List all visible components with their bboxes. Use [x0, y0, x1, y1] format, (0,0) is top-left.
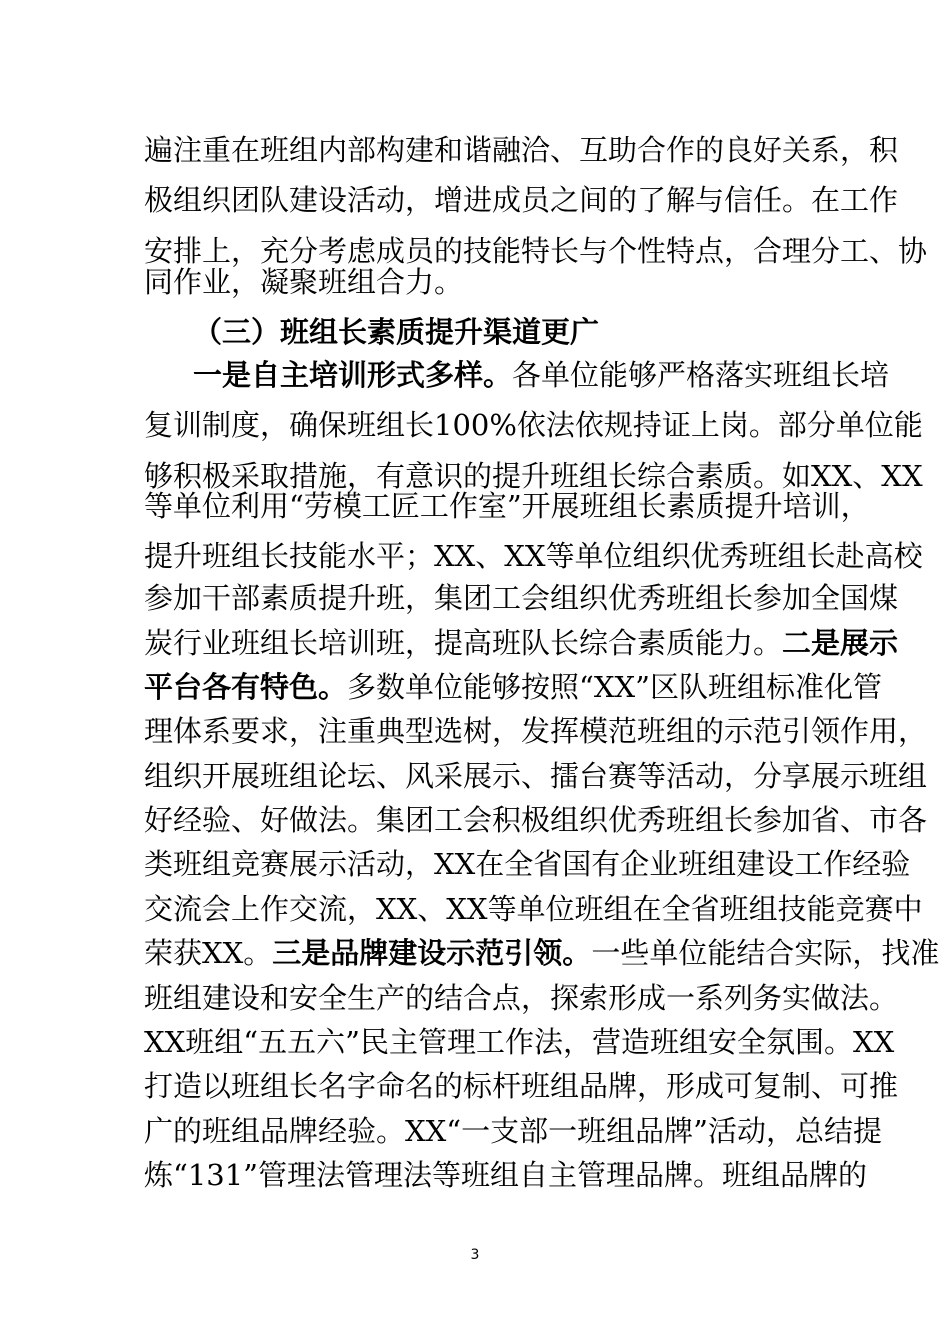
- paragraph-line: 好经验、好做法。集团工会积极组织优秀班组长参加省、市各: [144, 803, 928, 837]
- paragraph-line: [193, 355, 890, 395]
- paragraph-line: 够积极采取措施，有意识的提升班组长综合素质。如XX、XX: [144, 459, 923, 493]
- text-run: 各单位能够严格落实班组长培: [512, 358, 890, 392]
- paragraph-line: 打造以班组长名字命名的标杆班组品牌，形成可复制、可推: [144, 1069, 899, 1103]
- paragraph-line: 极组织团队建设活动，增进成员之间的了解与信任。在工作: [144, 183, 899, 217]
- paragraph-line: 交流会上作交流，XX、XX等单位班组在全省班组技能竞赛中: [144, 892, 923, 926]
- section-heading: （三）班组长素质提升渠道更广: [193, 315, 600, 349]
- paragraph-line: 理体系要求，注重典型选树，发挥模范班组的示范引领作用，: [144, 714, 928, 748]
- paragraph-line: 同作业，凝聚班组合力。: [144, 265, 464, 299]
- bold-lead-phrase: 二是展示: [782, 626, 899, 660]
- paragraph-line: 班组建设和安全生产的结合点，探索形成一系列务实做法。: [144, 981, 899, 1015]
- paragraph-line: 等单位利用“劳模工匠工作室”开展班组长素质提升培训，: [144, 489, 870, 523]
- paragraph-line: 组织开展班组论坛、风采展示、擂台赛等活动，分享展示班组: [144, 759, 928, 793]
- paragraph-line: 类班组竞赛展示活动，XX在全省国有企业班组建设工作经验: [144, 847, 911, 881]
- bold-lead-phrase: 平台各有特色。: [144, 670, 348, 704]
- paragraph-line: 提升班组长技能水平；XX、XX等单位组织优秀班组长赴高校: [144, 539, 923, 573]
- page-number: 3: [470, 1247, 480, 1263]
- paragraph-line: 参加干部素质提升班，集团工会组织优秀班组长参加全国煤: [144, 581, 899, 615]
- paragraph-line: XX班组“五五六”民主管理工作法，营造班组安全氛围。XX: [144, 1025, 895, 1059]
- text-run: 炭行业班组长培训班，提高班队长综合素质能力。: [144, 626, 783, 660]
- paragraph-line: 复训制度，确保班组长100%依法依规持证上岗。部分单位能: [144, 408, 923, 442]
- paragraph-line: 炼“131”管理法管理法等班组自主管理品牌。班组品牌的: [144, 1158, 868, 1192]
- paragraph-line: 安排上，充分考虑成员的技能特长与个性特点，合理分工、协: [144, 234, 928, 268]
- paragraph-line: 遍注重在班组内部构建和谐融洽、互助合作的良好关系，积: [144, 133, 899, 167]
- bold-lead-phrase: 一是自主培训形式多样。: [193, 358, 513, 392]
- paragraph-line: 广的班组品牌经验。XX“一支部一班组品牌”活动，总结提: [144, 1114, 882, 1148]
- text-run: 一些单位能结合实际，找准: [591, 936, 940, 970]
- paragraph-line: [144, 667, 882, 707]
- paragraph-line: [144, 933, 940, 973]
- text-run: 多数单位能够按照“XX”区队班组标准化管: [347, 670, 882, 704]
- text-run: 荣获XX。: [144, 936, 273, 970]
- paragraph-line: [144, 623, 899, 663]
- bold-lead-phrase: 三是品牌建设示范引领。: [272, 936, 592, 970]
